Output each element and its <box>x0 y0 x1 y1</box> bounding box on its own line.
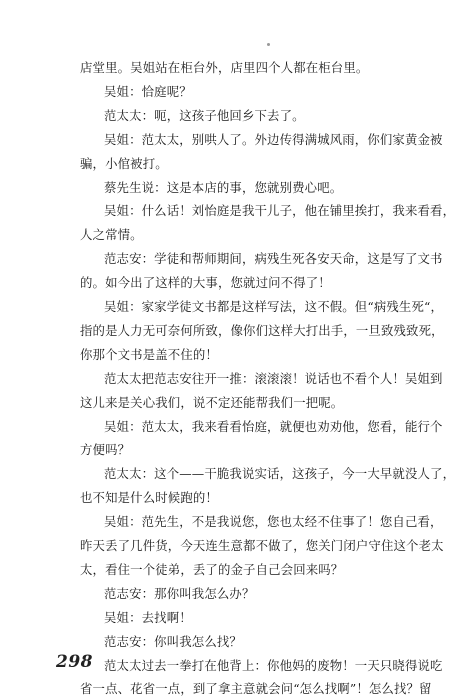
text-line: 范志安：学徒和帮师期间，病残生死各安天命，这是写了文书 <box>104 251 443 267</box>
text-line: 你那个文书是盖不住的！ <box>80 346 218 362</box>
text-line: 店堂里。吴姐站在柜台外，店里四个人都在柜台里。 <box>80 60 369 75</box>
page-number: 298 <box>56 652 93 672</box>
text-line: 吴姐：去找啊！ <box>104 609 192 625</box>
scan-speck <box>267 43 270 46</box>
text-line: 人之常情。 <box>80 227 143 243</box>
text-line: 范太太把范志安往开一推：滚滚滚！说话也不看个人！吴姐到 <box>104 370 443 386</box>
text-line: 范志安：你叫我怎么找？ <box>104 633 242 649</box>
text-line: 范太太：呃，这孩子他回乡下去了。 <box>104 107 305 123</box>
text-line: 太，看住一个徒弟，丢了的金子自己会回来吗？ <box>80 561 344 577</box>
text-line: 范志安：那你叫我怎么办？ <box>104 585 255 601</box>
text-line: 指的是人力无可奈何所致，像你们这样大打出手，一旦致残致死， <box>80 322 444 338</box>
text-line: 这儿来是关心我们，说不定还能帮我们一把呢。 <box>80 394 344 410</box>
text-line: 的。如今出了这样的大事，您就过问不得了！ <box>80 275 331 291</box>
text-line: 范太太：这个——干脆我说实话，这孩子，今一大早就没人了， <box>104 466 456 482</box>
text-line: 省一点、花省一点，到了拿主意就会问“怎么找啊”！怎么找？留 <box>80 681 432 697</box>
text-line: 吴姐：范太太，我来看看怡庭，就便也劝劝他，您看，能行个 <box>104 418 443 434</box>
text-line: 方便吗？ <box>80 442 131 458</box>
text-line: 范太太过去一拳打在他背上：你他妈的废物！一天只晓得说吃 <box>104 657 443 673</box>
text-line: 蔡先生说：这是本店的事，您就别费心吧。 <box>104 179 343 195</box>
text-line: 昨天丢了几件货，今天连生意都不做了，您关门闭户守住这个老太 <box>80 538 444 553</box>
text-line: 吴姐：家家学徒文书都是这样写法，这不假。但“病残生死“， <box>104 299 444 314</box>
text-line: 也不知是什么时候跑的！ <box>80 490 218 506</box>
text-line: 吴姐：范先生，不是我说您，您也太经不住事了！您自己看， <box>104 514 443 530</box>
text-line: 吴姐：范太太，别哄人了。外边传得满城风雨，你们家黄金被 <box>104 131 443 147</box>
text-line: 骗，小倌被打。 <box>80 155 168 171</box>
text-line: 吴姐：恰庭呢？ <box>104 83 192 99</box>
text-line: 吴姐：什么话！刘怡庭是我干儿子，他在铺里挨打，我来看看， <box>104 203 456 219</box>
